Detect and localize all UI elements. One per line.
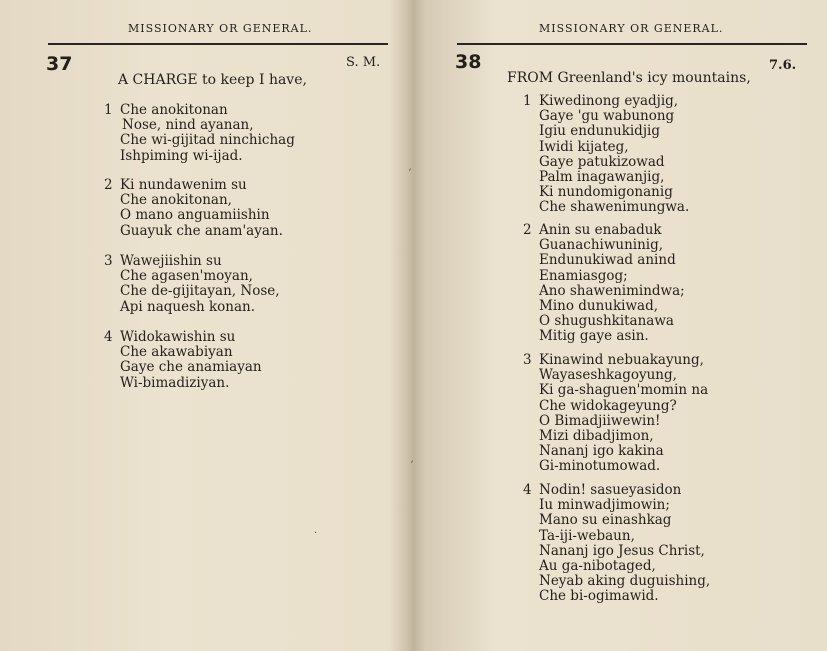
verse-line: Endunukiwad anind bbox=[539, 252, 676, 269]
paper-speck: ʼ bbox=[410, 460, 414, 471]
verse-line: Enamiasgog; bbox=[539, 267, 628, 284]
verse-line: Che agasen'moyan, bbox=[120, 268, 253, 285]
verse-line: Anin su enabaduk bbox=[539, 222, 662, 238]
verse-line: Che shawenimungwa. bbox=[539, 199, 690, 216]
verse-line: Iu minwadjimowin; bbox=[539, 497, 670, 514]
verse-line: Igiu endunukidjig bbox=[539, 123, 660, 140]
verse-line: Gaye 'gu wabunong bbox=[539, 108, 675, 125]
stanza-number: 1 bbox=[104, 102, 113, 118]
verse-line: Mano su einashkag bbox=[539, 512, 672, 529]
verse-line: Wi-bimadiziyan. bbox=[120, 374, 230, 391]
verse-line: Api naquesh konan. bbox=[120, 298, 256, 315]
hymn-number: 37 bbox=[46, 53, 73, 75]
paper-speck: · bbox=[314, 528, 318, 539]
verse-line: O Bimadjiiwewin! bbox=[539, 412, 661, 429]
verse-line: Au ga-nibotaged, bbox=[539, 558, 656, 575]
verse-line: Guanachiwuninig, bbox=[539, 237, 664, 254]
verse-line: Kinawind nebuakayung, bbox=[539, 352, 704, 368]
verse-line: Che de-gijitayan, Nose, bbox=[120, 283, 280, 300]
hymn-meter: S. M. bbox=[346, 55, 381, 70]
left-page bbox=[0, 0, 410, 651]
stanza bbox=[104, 253, 280, 315]
verse-line: Che anokitonan, bbox=[120, 192, 232, 209]
verse-line: Widokawishin su bbox=[120, 329, 236, 345]
running-head: MISSIONARY OR GENERAL. bbox=[539, 22, 724, 35]
right-page bbox=[415, 0, 827, 651]
verse-line: Palm inagawanjig, bbox=[539, 169, 665, 186]
verse-line: Mino dunukiwad, bbox=[539, 298, 659, 315]
hymn-meter: 7.6. bbox=[769, 58, 797, 73]
stanza bbox=[523, 352, 709, 475]
verse-line: Mizi dibadjimon, bbox=[539, 428, 654, 445]
hymn-first-line: A CHARGE to keep I have, bbox=[118, 72, 307, 88]
stanza bbox=[104, 102, 295, 164]
verse-line: Wawejiishin su bbox=[120, 253, 222, 269]
verse-line: Che akawabiyan bbox=[120, 344, 233, 361]
stanza-number: 4 bbox=[104, 329, 113, 345]
verse-line: Neyab aking duguishing, bbox=[539, 573, 711, 590]
paper-speck: ʼ bbox=[408, 168, 412, 179]
header-rule bbox=[48, 43, 388, 45]
stanza bbox=[104, 177, 283, 239]
verse-line: Wayaseshkagoyung, bbox=[539, 367, 677, 384]
verse-line: Gaye patukizowad bbox=[539, 153, 665, 170]
stanza-number: 4 bbox=[523, 482, 532, 498]
verse-line: Gi-minotumowad. bbox=[539, 458, 661, 475]
verse-line: Kiwedinong eyadjig, bbox=[539, 93, 679, 109]
stanza-number: 2 bbox=[523, 222, 532, 238]
verse-line: Mitig gaye asin. bbox=[539, 328, 649, 345]
stanza-number: 2 bbox=[104, 177, 113, 193]
verse-line: Ki ga-shaguen'momin na bbox=[539, 382, 709, 399]
verse-line: Che bi-ogimawid. bbox=[539, 588, 659, 605]
verse-line: Ki nundawenim su bbox=[120, 177, 247, 193]
stanza bbox=[523, 93, 690, 216]
stanza bbox=[523, 222, 685, 345]
stanza-number: 3 bbox=[104, 253, 113, 269]
verse-line: Che widokageyung? bbox=[539, 397, 677, 414]
stanza bbox=[523, 482, 711, 605]
verse-line: Guayuk che anam'ayan. bbox=[120, 222, 283, 239]
hymn-first-line: FROM Greenland's icy mountains, bbox=[507, 70, 751, 86]
verse-line: Che wi-gijitad ninchichag bbox=[120, 132, 295, 149]
verse-line: Nodin! sasueyasidon bbox=[539, 482, 682, 498]
stanza-number: 1 bbox=[523, 93, 532, 109]
verse-line: Gaye che anamiayan bbox=[120, 359, 262, 376]
verse-line: Nose, nind ayanan, bbox=[122, 117, 254, 134]
running-head: MISSIONARY OR GENERAL. bbox=[128, 22, 313, 35]
verse-line: Nananj igo Jesus Christ, bbox=[539, 542, 705, 559]
verse-line: Ki nundomigonanig bbox=[539, 184, 673, 201]
verse-line: Ta-iji-webaun, bbox=[539, 527, 635, 544]
verse-line: Nananj igo kakina bbox=[539, 443, 664, 460]
hymn-number: 38 bbox=[455, 51, 482, 73]
verse-line: O mano anguamiishin bbox=[120, 207, 270, 224]
verse-line: Ishpiming wi-ijad. bbox=[120, 147, 243, 164]
verse-line: Che anokitonan bbox=[120, 102, 228, 118]
stanza-number: 3 bbox=[523, 352, 532, 368]
stanza bbox=[104, 329, 262, 391]
verse-line: Iwidi kijateg, bbox=[539, 138, 629, 155]
verse-line: O shugushkitanawa bbox=[539, 313, 674, 330]
verse-line: Ano shawenimindwa; bbox=[539, 282, 685, 299]
header-rule bbox=[457, 43, 807, 45]
